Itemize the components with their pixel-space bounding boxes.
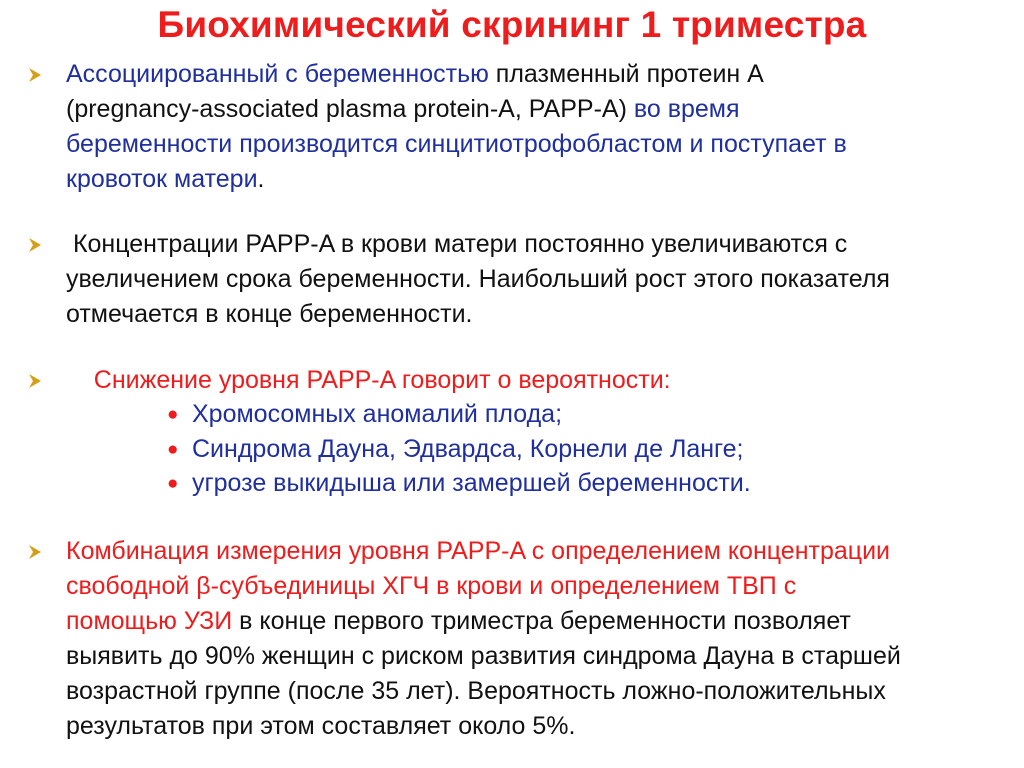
bullet-line — [66, 709, 1006, 744]
bullet-text — [66, 534, 1006, 744]
text-segment: во время — [633, 95, 740, 123]
text-segment: . — [257, 165, 265, 193]
text-segment: в конце первого триместра беременности позволяет — [239, 607, 851, 635]
text-segment: Концентрации PAPP-A в крови матери постоянно увеличиваются с — [66, 230, 848, 258]
text-segment: возрастной группе (после 35 лет). Вероятность ложно-положительных — [66, 677, 886, 705]
text-segment: результатов при этом составляет около 5%. — [66, 712, 576, 740]
text-segment: беременности производится синцитиотрофобластом и поступает в — [66, 130, 847, 158]
sub-item-text: Хромосомных аномалий плода; — [192, 400, 563, 428]
text-segment: выявить до 90% женщин с риском развития синдрома Дауна в старшей — [66, 642, 901, 670]
bullet-text — [66, 227, 1006, 332]
text-segment: плазменный протеин А — [495, 60, 764, 88]
bullet-line — [66, 639, 1006, 674]
text-segment: Ассоциированный с беременностью — [66, 60, 496, 88]
bullet-line — [66, 92, 1006, 127]
bullet-text — [66, 57, 1006, 197]
bullet-line — [66, 57, 1006, 92]
text-segment: Снижение уровня PAPP-A говорит о вероятности: — [66, 366, 671, 394]
bullet-item-papp-a-decrease — [28, 363, 1008, 398]
bullet-line — [66, 569, 1006, 604]
bullet-line — [66, 262, 1006, 297]
bullet-line — [66, 127, 1006, 162]
text-segment: кровоток матери — [66, 165, 258, 193]
bullet-text — [66, 363, 1006, 398]
slide-title: Биохимический скрининг 1 триместра — [157, 4, 867, 45]
bullet-line — [66, 162, 1006, 197]
text-segment: Комбинация измерения уровня PAPP-A с определением концентрации — [66, 537, 891, 565]
bullet-dot-icon: ● — [167, 439, 179, 460]
bullet-line — [66, 363, 1006, 398]
arrow-bullet-icon — [28, 227, 54, 262]
text-segment: помощью УЗИ — [66, 607, 240, 635]
bullet-dot-icon: ● — [167, 473, 179, 494]
bullet-line — [66, 604, 1006, 639]
bullet-line — [66, 534, 1006, 569]
arrow-bullet-icon — [28, 534, 54, 569]
sub-item — [167, 397, 562, 432]
bullet-line — [66, 674, 1006, 709]
text-segment: увеличением срока беременности. Наибольший рост этого показателя — [66, 265, 890, 293]
arrow-bullet-icon — [28, 57, 54, 92]
bullet-dot-icon: ● — [167, 404, 179, 425]
bullet-item-papp-a-concentration — [28, 227, 1008, 332]
sub-item — [167, 466, 751, 501]
text-segment: отмечается в конце беременности. — [66, 300, 473, 328]
sub-item — [167, 432, 743, 467]
arrow-bullet-icon — [28, 363, 54, 398]
sub-item-text: Синдрома Дауна, Эдвардса, Корнели де Ланге; — [192, 435, 744, 463]
text-segment: (pregnancy-associated plasma protein-A, PAPP-A) — [66, 95, 634, 123]
bullet-item-papp-a-definition — [28, 57, 1008, 197]
bullet-line — [66, 227, 1006, 262]
text-segment: свободной β-субъединицы ХГЧ в крови и определением ТВП с — [66, 572, 797, 600]
bullet-line — [66, 297, 1006, 332]
bullet-item-combined-screening — [28, 534, 1008, 744]
sub-item-text: угрозе выкидыша или замершей беременности. — [192, 469, 751, 497]
